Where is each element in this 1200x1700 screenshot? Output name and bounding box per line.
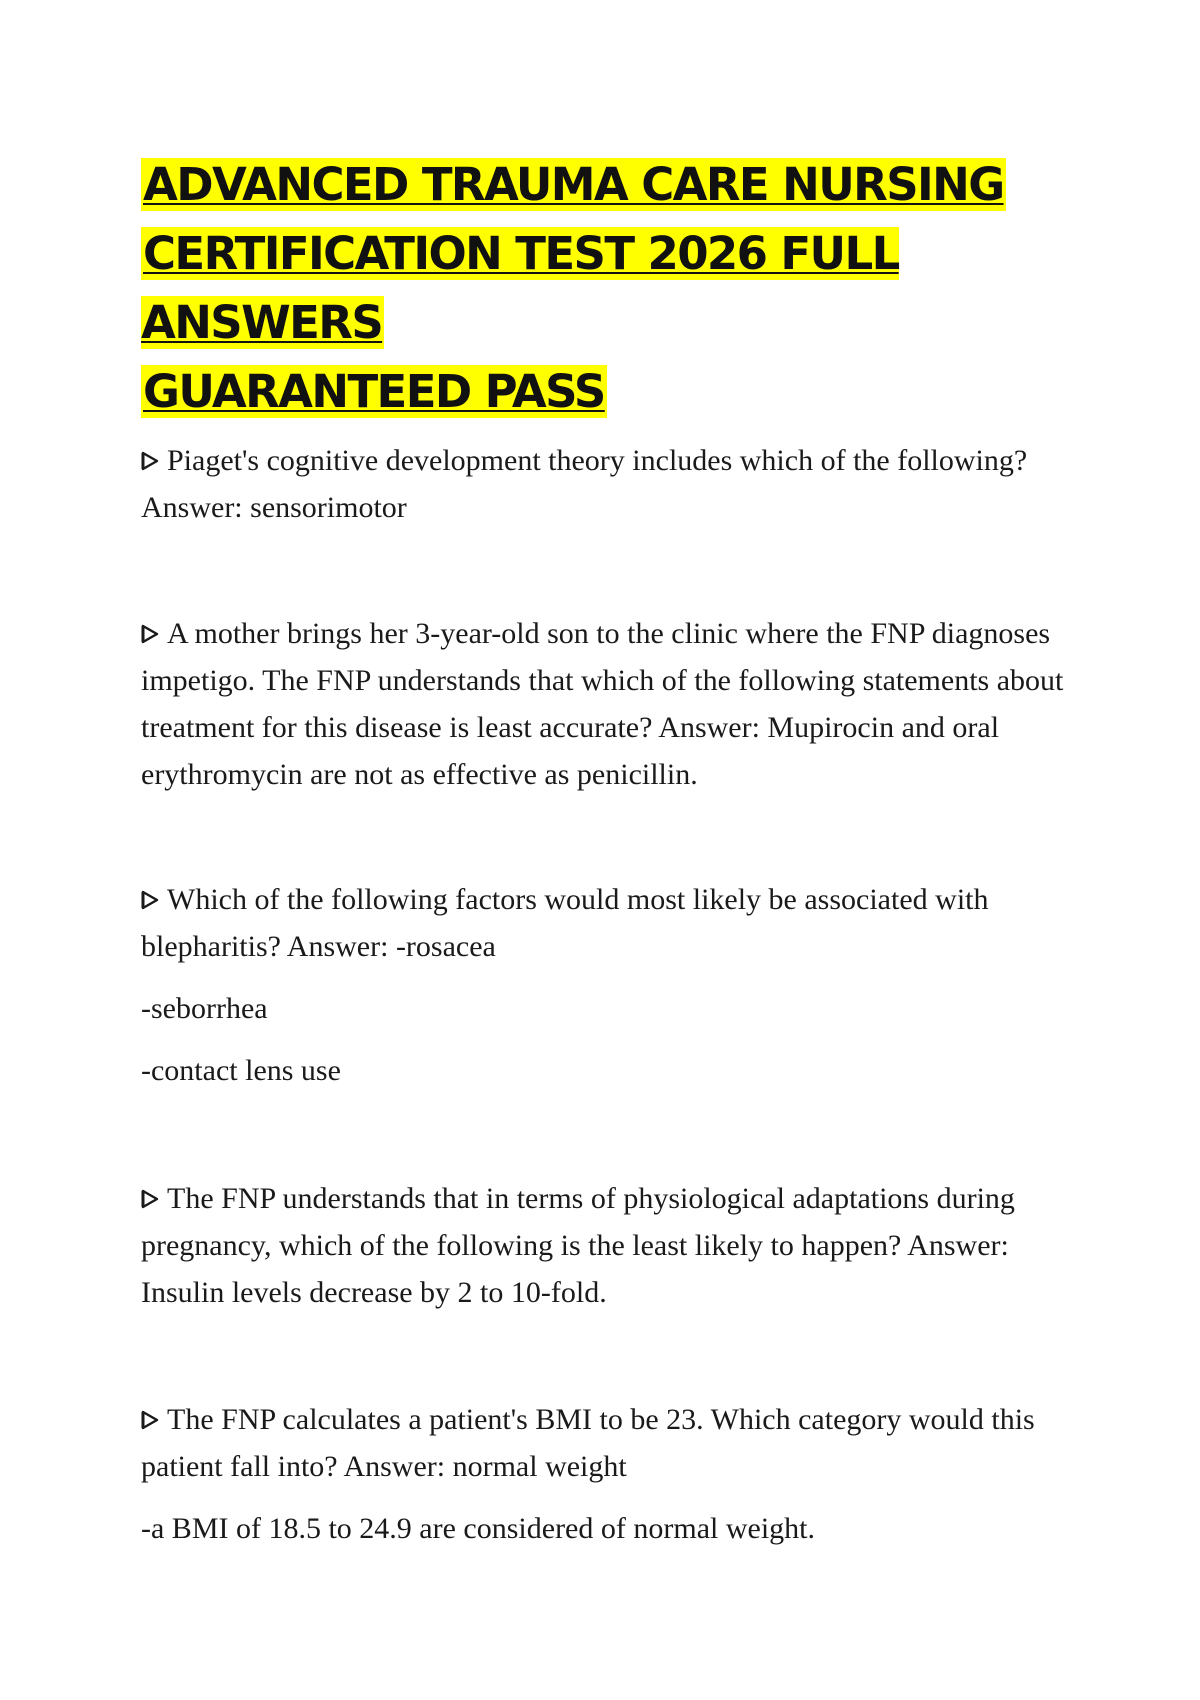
- triangle-arrow-icon: [141, 624, 159, 644]
- triangle-arrow-icon: [141, 1189, 159, 1209]
- question-paragraph: [141, 1175, 1081, 1316]
- title-line: [141, 150, 1081, 219]
- title-line: [141, 357, 1081, 426]
- question-text: Piaget's cognitive development theory includes which of the following? Answer: sensorimotor: [141, 444, 1028, 524]
- question-text: A mother brings her 3-year-old son to the clinic where the FNP diagnoses impetigo. The FNP understands that which of the following statements about treatment for this disease is least accurate? Answer: Mupirocin and oral erythromycin are not as effective as penicillin.: [141, 617, 1064, 791]
- question-paragraph: [141, 610, 1081, 798]
- question-text: Which of the following factors would most likely be associated with blepharitis? Answer: -rosacea: [141, 883, 989, 963]
- qa-item-3: [141, 876, 1081, 1094]
- triangle-arrow-icon: [141, 1410, 159, 1430]
- question-paragraph: [141, 437, 1081, 531]
- title-line-text: CERTIFICATION TEST 2026 FULL ANSWERS: [141, 227, 899, 349]
- qa-item-1: [141, 437, 1081, 531]
- qa-item-2: [141, 610, 1081, 798]
- answer-extra-line: -contact lens use: [141, 1054, 341, 1087]
- qa-item-5: [141, 1396, 1081, 1552]
- answer-extra-line: -seborrhea: [141, 992, 268, 1025]
- answer-extra-line: -a BMI of 18.5 to 24.9 are considered of normal weight.: [141, 1512, 815, 1545]
- question-paragraph: [141, 876, 1081, 970]
- qa-item-4: [141, 1175, 1081, 1316]
- title-line-text: GUARANTEED PASS: [143, 365, 605, 418]
- triangle-arrow-icon: [141, 890, 159, 910]
- triangle-arrow-icon: [141, 451, 159, 471]
- question-text: The FNP understands that in terms of physiological adaptations during pregnancy, which of the following is the least likely to happen? Answer: Insulin levels decrease by 2 to 10-fold.: [141, 1182, 1015, 1309]
- document-title: [141, 150, 1081, 426]
- title-line: [141, 219, 1081, 357]
- title-line-text: ADVANCED TRAUMA CARE NURSING: [143, 158, 1004, 211]
- question-paragraph: [141, 1396, 1081, 1490]
- question-text: The FNP calculates a patient's BMI to be 23. Which category would this patient fall into? Answer: normal weight: [141, 1403, 1035, 1483]
